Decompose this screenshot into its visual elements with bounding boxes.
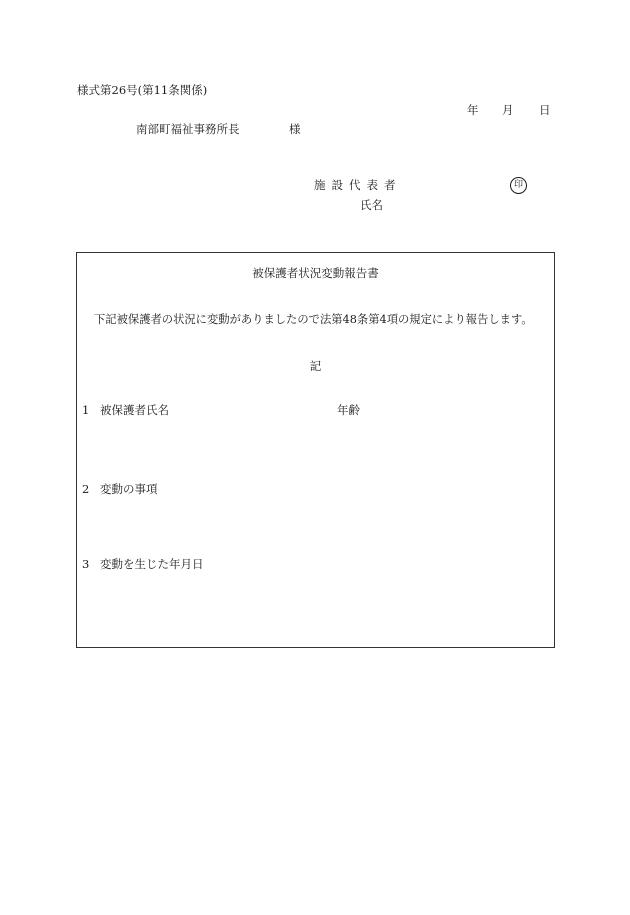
addressee: 南部町福祉事務所長 <box>136 122 240 136</box>
item-label-change-date: 変動を生じた年月日 <box>100 557 204 571</box>
ki-heading: 記 <box>309 359 322 373</box>
representative-label: 施設代表者 <box>314 178 402 192</box>
date-day-label: 日 <box>539 103 551 117</box>
seal-icon: 印 <box>510 177 527 194</box>
item-number: 3 <box>82 557 90 571</box>
report-body: 下記被保護者の状況に変動がありましたので法第48条第4項の規定により報告します。 <box>94 313 533 326</box>
item-label-change-matter: 変動の事項 <box>100 482 158 496</box>
date-year-label: 年 <box>467 103 479 117</box>
item-number: 1 <box>82 403 90 417</box>
form-number: 様式第26号(第11条関係) <box>77 83 208 97</box>
date-month-label: 月 <box>502 103 514 117</box>
honorific: 様 <box>289 122 301 136</box>
name-label: 氏名 <box>360 198 383 212</box>
report-box <box>76 252 555 648</box>
item-label-recipient-name: 被保護者氏名 <box>100 403 169 417</box>
report-title: 被保護者状況変動報告書 <box>252 266 379 280</box>
item-label-age: 年齢 <box>337 403 360 417</box>
item-number: 2 <box>82 482 90 496</box>
